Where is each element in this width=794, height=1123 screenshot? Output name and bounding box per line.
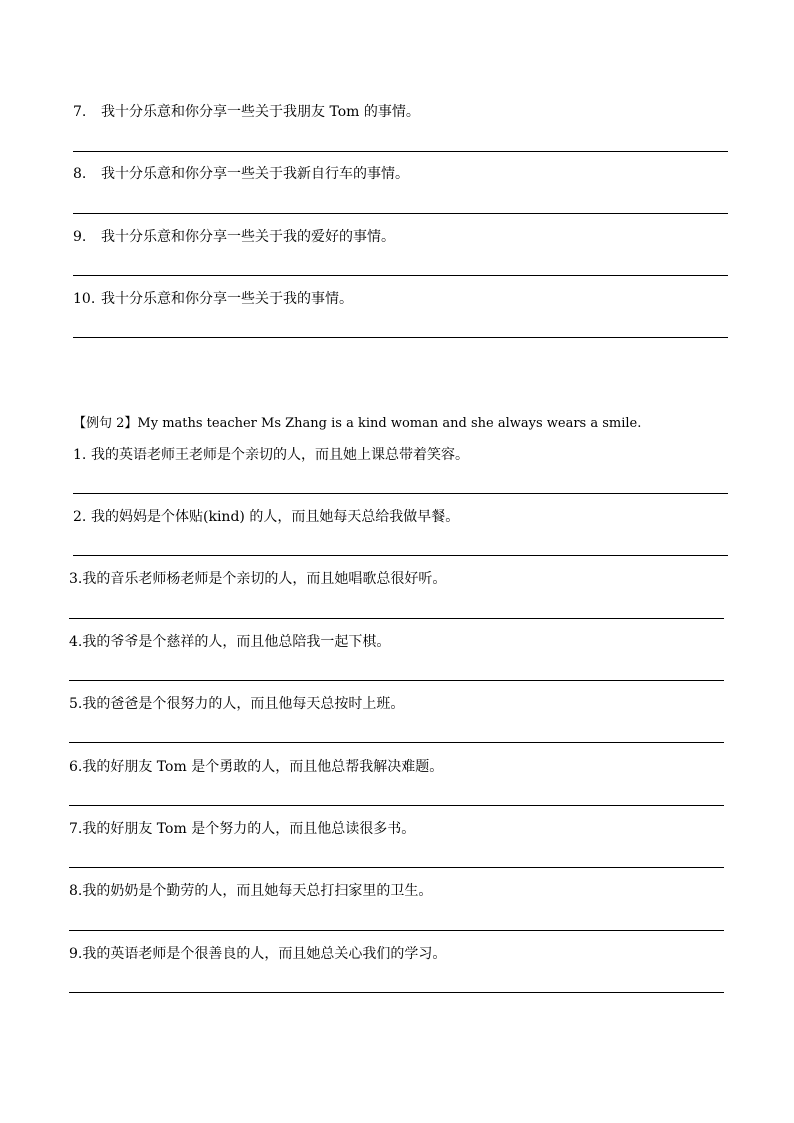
exercise-item-10 (73, 290, 353, 308)
answer-line[interactable] (69, 930, 724, 931)
answer-line[interactable] (69, 680, 724, 681)
answer-line[interactable] (73, 213, 728, 214)
answer-line[interactable] (73, 555, 728, 556)
item-number: 7. (73, 104, 87, 120)
exercise-item-8 (73, 165, 409, 183)
item-number: 5. (69, 696, 83, 712)
item-text: 我的爷爷是个慈祥的人，而且他总陪我一起下棋。 (82, 634, 391, 650)
item-number: 1. (73, 447, 87, 463)
answer-line[interactable] (73, 151, 728, 152)
item-text: 我十分乐意和你分享一些关于我的事情。 (101, 291, 353, 307)
exercise-item-1 (73, 446, 469, 464)
item-text: 我十分乐意和你分享一些关于我朋友 Tom 的事情。 (101, 104, 420, 120)
item-number: 10. (73, 291, 96, 307)
item-text: 我的音乐老师杨老师是个亲切的人，而且她唱歌总很好听。 (82, 571, 447, 587)
item-number: 6. (69, 759, 83, 775)
answer-line[interactable] (73, 337, 728, 338)
item-text: 我的英语老师王老师是个亲切的人，而且她上课总带着笑容。 (91, 447, 469, 463)
example-label: 【例句 2】 (73, 416, 138, 431)
item-number: 8. (69, 883, 83, 899)
item-text: 我的好朋友 Tom 是个勇敢的人，而且他总帮我解决难题。 (82, 759, 444, 775)
example-sentence: My maths teacher Ms Zhang is a kind woman and she always wears a smile. (137, 416, 642, 431)
item-number: 2. (73, 509, 87, 525)
exercise-item-5 (69, 695, 404, 713)
answer-line[interactable] (69, 805, 724, 806)
answer-line[interactable] (73, 275, 728, 276)
answer-line[interactable] (69, 742, 724, 743)
answer-line[interactable] (73, 493, 728, 494)
answer-line[interactable] (69, 992, 724, 993)
answer-line[interactable] (69, 618, 724, 619)
exercise-item-8b (69, 882, 432, 900)
item-number: 7. (69, 821, 83, 837)
exercise-item-9 (73, 228, 395, 246)
item-text: 我的英语老师是个很善良的人，而且她总关心我们的学习。 (82, 946, 447, 962)
item-text: 我的妈妈是个体贴(kind) 的人，而且她每天总给我做早餐。 (91, 509, 460, 525)
exercise-item-4 (69, 633, 390, 651)
exercise-item-3 (69, 570, 446, 588)
item-number: 9. (69, 946, 83, 962)
exercise-item-2 (73, 508, 459, 526)
item-text: 我十分乐意和你分享一些关于我新自行车的事情。 (101, 166, 409, 182)
item-text: 我的爸爸是个很努力的人，而且他每天总按时上班。 (82, 696, 405, 712)
exercise-item-7 (73, 103, 420, 121)
item-text: 我的好朋友 Tom 是个努力的人，而且他总读很多书。 (82, 821, 416, 837)
exercise-item-6 (69, 758, 443, 776)
item-number: 9. (73, 229, 87, 245)
item-number: 3. (69, 571, 83, 587)
item-text: 我的奶奶是个勤劳的人，而且她每天总打扫家里的卫生。 (82, 883, 433, 899)
item-number: 8. (73, 166, 87, 182)
exercise-item-7b (69, 820, 415, 838)
item-number: 4. (69, 634, 83, 650)
example-heading (73, 415, 641, 433)
item-text: 我十分乐意和你分享一些关于我的爱好的事情。 (101, 229, 395, 245)
exercise-item-9b (69, 945, 446, 963)
answer-line[interactable] (69, 867, 724, 868)
